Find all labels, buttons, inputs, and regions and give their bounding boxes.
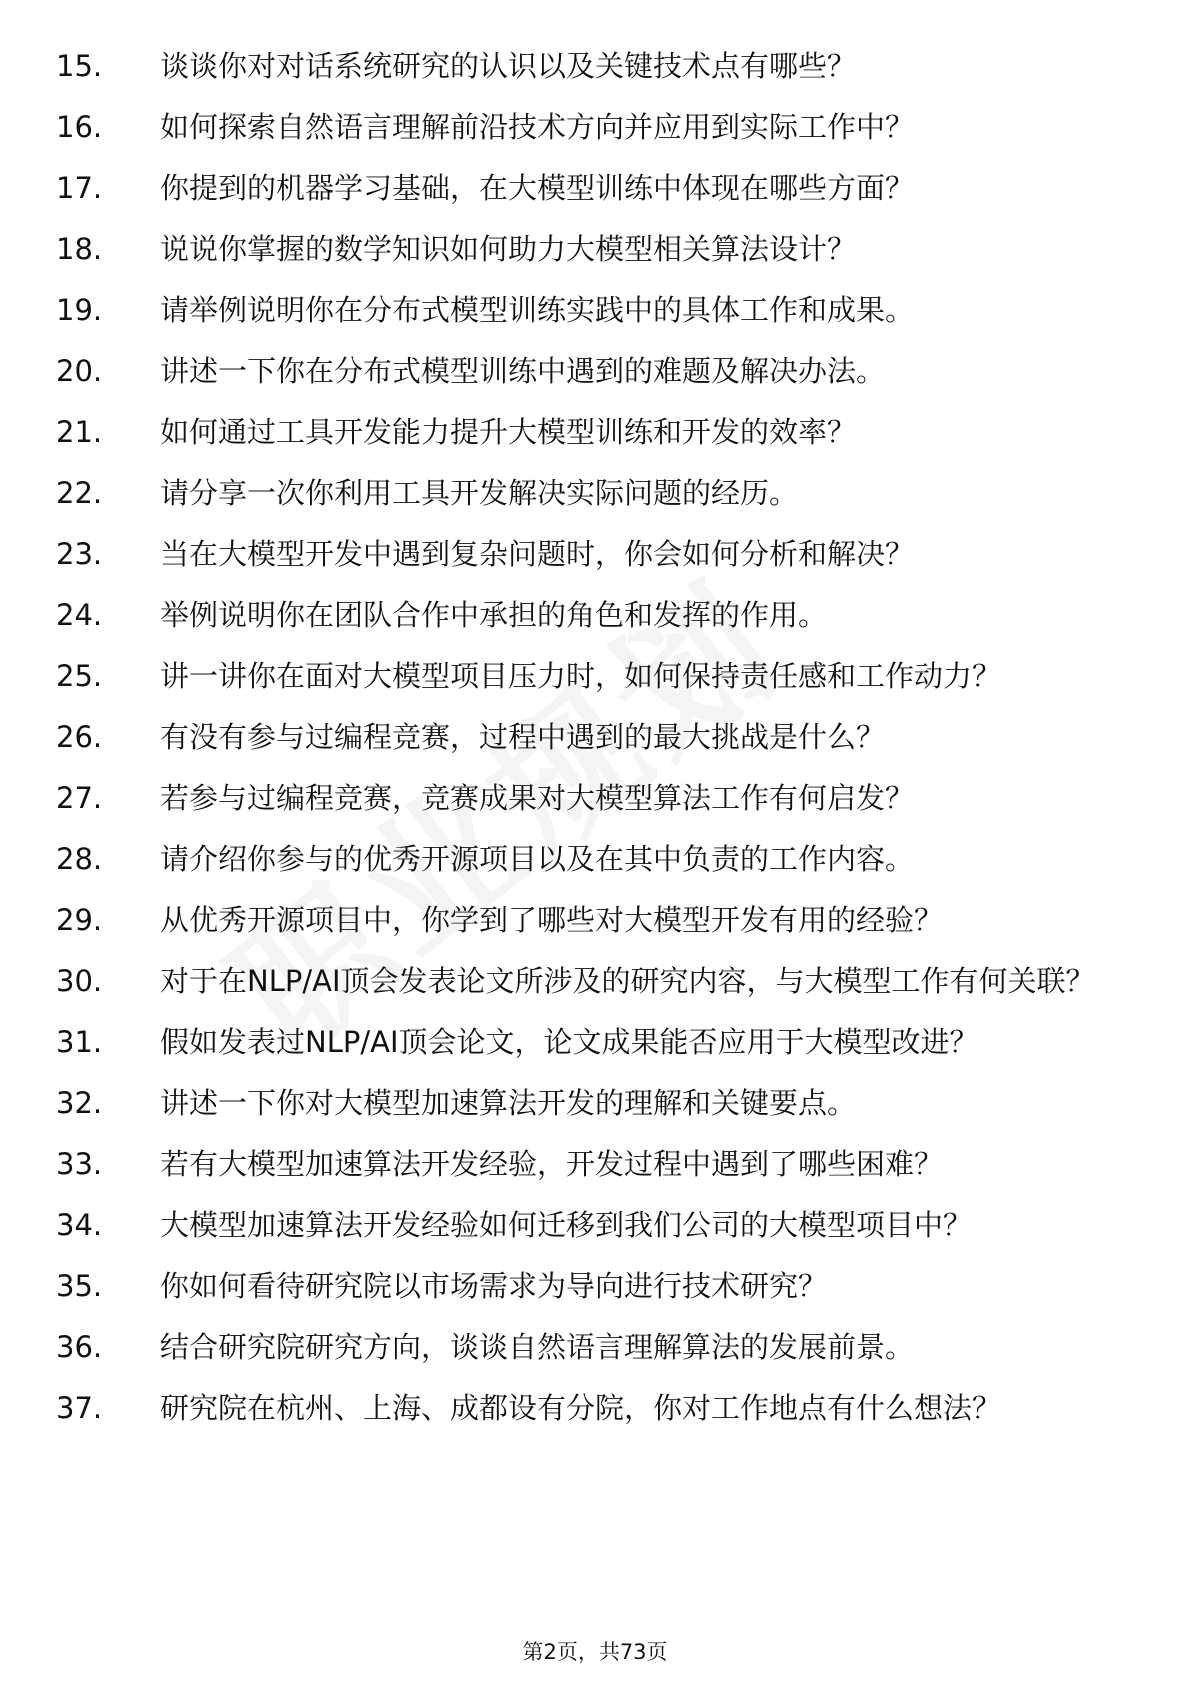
question-number: 29. — [56, 903, 103, 937]
question-number: 20. — [56, 354, 103, 388]
question-text: 假如发表过NLP/AI顶会论文，论文成果能否应用于大模型改进？ — [160, 1025, 979, 1059]
question-text: 谈谈你对对话系统研究的认识以及关键技术点有哪些？ — [160, 49, 857, 83]
question-text: 对于在NLP/AI顶会发表论文所涉及的研究内容，与大模型工作有何关联？ — [160, 964, 1095, 998]
question-text: 讲一讲你在面对大模型项目压力时，如何保持责任感和工作动力？ — [160, 659, 1002, 693]
question-text: 当在大模型开发中遇到复杂问题时，你会如何分析和解决？ — [160, 537, 915, 571]
question-number: 30. — [56, 964, 103, 998]
question-list — [0, 47, 1190, 1450]
question-text: 请分享一次你利用工具开发解决实际问题的经历。 — [160, 476, 799, 510]
question-text: 讲述一下你对大模型加速算法开发的理解和关键要点。 — [160, 1086, 857, 1120]
question-item — [0, 657, 1190, 695]
question-item — [0, 352, 1190, 390]
question-number: 19. — [56, 293, 103, 327]
question-item — [0, 1206, 1190, 1244]
question-number: 36. — [56, 1330, 103, 1364]
question-number: 26. — [56, 720, 103, 754]
question-number: 15. — [56, 49, 103, 83]
question-number: 37. — [56, 1391, 103, 1425]
question-item — [0, 47, 1190, 85]
question-item — [0, 901, 1190, 939]
question-text: 讲述一下你在分布式模型训练中遇到的难题及解决办法。 — [160, 354, 886, 388]
question-number: 35. — [56, 1269, 103, 1303]
question-number: 18. — [56, 232, 103, 266]
question-text: 请介绍你参与的优秀开源项目以及在其中负责的工作内容。 — [160, 842, 915, 876]
question-item — [0, 169, 1190, 207]
question-number: 22. — [56, 476, 103, 510]
question-text: 如何通过工具开发能力提升大模型训练和开发的效率？ — [160, 415, 857, 449]
question-text: 说说你掌握的数学知识如何助力大模型相关算法设计？ — [160, 232, 857, 266]
question-item — [0, 962, 1190, 1000]
question-item — [0, 1145, 1190, 1183]
question-number: 28. — [56, 842, 103, 876]
question-text: 请举例说明你在分布式模型训练实践中的具体工作和成果。 — [160, 293, 915, 327]
question-number: 34. — [56, 1208, 103, 1242]
question-text: 结合研究院研究方向，谈谈自然语言理解算法的发展前景。 — [160, 1330, 915, 1364]
question-number: 23. — [56, 537, 103, 571]
question-item — [0, 230, 1190, 268]
question-number: 21. — [56, 415, 103, 449]
question-text: 举例说明你在团队合作中承担的角色和发挥的作用。 — [160, 598, 828, 632]
question-number: 16. — [56, 110, 103, 144]
question-item — [0, 1328, 1190, 1366]
question-item — [0, 1023, 1190, 1061]
question-text: 若参与过编程竞赛，竞赛成果对大模型算法工作有何启发？ — [160, 781, 915, 815]
question-item — [0, 1084, 1190, 1122]
question-number: 25. — [56, 659, 103, 693]
question-number: 24. — [56, 598, 103, 632]
question-number: 27. — [56, 781, 103, 815]
question-number: 17. — [56, 171, 103, 205]
question-text: 你提到的机器学习基础，在大模型训练中体现在哪些方面？ — [160, 171, 915, 205]
question-text: 你如何看待研究院以市场需求为导向进行技术研究？ — [160, 1269, 828, 1303]
page-footer: 第2页，共73页 — [522, 1640, 668, 1664]
question-item — [0, 474, 1190, 512]
question-item — [0, 1389, 1190, 1427]
question-text: 从优秀开源项目中，你学到了哪些对大模型开发有用的经验？ — [160, 903, 944, 937]
question-number: 31. — [56, 1025, 103, 1059]
question-item — [0, 718, 1190, 756]
question-item — [0, 108, 1190, 146]
question-item — [0, 413, 1190, 451]
question-item — [0, 291, 1190, 329]
question-item — [0, 1267, 1190, 1305]
question-text: 如何探索自然语言理解前沿技术方向并应用到实际工作中？ — [160, 110, 915, 144]
question-text: 大模型加速算法开发经验如何迁移到我们公司的大模型项目中？ — [160, 1208, 973, 1242]
question-item — [0, 596, 1190, 634]
question-text: 若有大模型加速算法开发经验，开发过程中遇到了哪些困难？ — [160, 1147, 944, 1181]
question-item — [0, 535, 1190, 573]
question-text: 有没有参与过编程竞赛，过程中遇到的最大挑战是什么？ — [160, 720, 886, 754]
question-text: 研究院在杭州、上海、成都设有分院，你对工作地点有什么想法？ — [160, 1391, 1002, 1425]
question-item — [0, 840, 1190, 878]
question-number: 32. — [56, 1086, 103, 1120]
question-number: 33. — [56, 1147, 103, 1181]
question-item — [0, 779, 1190, 817]
